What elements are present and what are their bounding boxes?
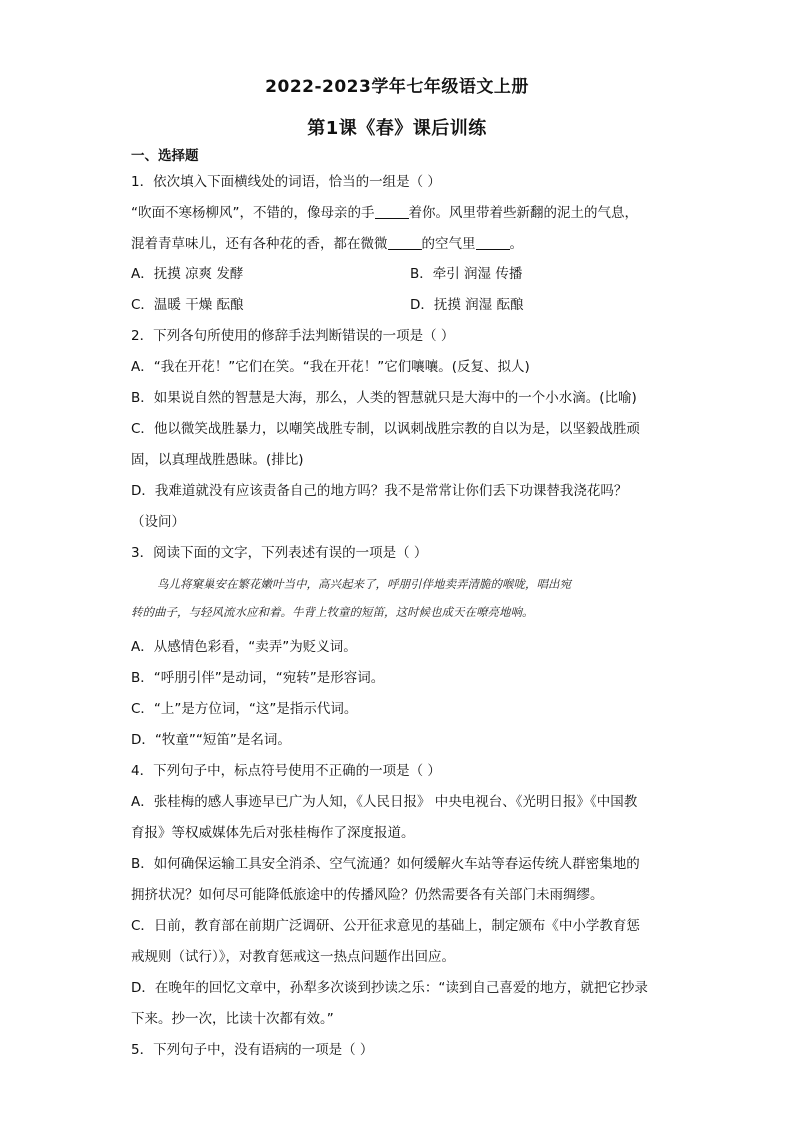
question-4-option-b: B．如何确保运输工具安全消杀、空气流通？如何缓解火车站等春运传统人群密集地的 [131, 856, 640, 872]
passage-text: 着你。风里带着些新翻的泥土的气息， [408, 205, 638, 221]
question-4-option-b-cont: 拥挤状况？如何尽可能降低旅途中的传播风险？仍然需要各有关部门未雨绸缪。 [131, 887, 604, 903]
question-4-option-a-cont: 育报》等权威媒体先后对张桂梅作了深度报道。 [131, 825, 415, 841]
question-2-stem: 2．下列各句所使用的修辞手法判断错误的一项是（ ） [131, 328, 455, 344]
question-4-option-c: C．日前，教育部在前期广泛调研、公开征求意见的基础上，制定颁布《中小学教育惩 [131, 918, 640, 934]
question-3-stem: 3．阅读下面的文字，下列表述有误的一项是（ ） [131, 545, 428, 561]
question-5-stem: 5．下列句子中，没有语病的一项是（ ） [131, 1042, 374, 1058]
question-2-option-d-cont: （设问） [131, 514, 185, 530]
answer-blank [375, 204, 409, 219]
answer-blank [388, 235, 422, 250]
question-1-option-c: C．温暖 干燥 酝酿 [131, 297, 244, 313]
passage-text: 。 [509, 236, 523, 252]
question-3-option-a: A．从感情色彩看，“卖弄”为贬义词。 [131, 639, 357, 655]
question-1-stem: 1．依次填入下面横线处的词语，恰当的一组是（ ） [131, 174, 441, 190]
question-1-option-d: D．抚摸 润湿 酝酿 [410, 297, 524, 313]
question-3-option-b: B．“呼朋引伴”是动词，“宛转”是形容词。 [131, 670, 385, 686]
passage-line: 转的曲子，与轻风流水应和着。牛背上牧童的短笛，这时候也成天在嘹亮地响。 [131, 605, 534, 619]
question-1-passage-line-1 [131, 203, 638, 223]
question-3-option-c: C．“上”是方位词，“这”是指示代词。 [131, 701, 358, 717]
answer-blank [476, 235, 510, 250]
question-4-stem: 4．下列句子中，标点符号使用不正确的一项是（ ） [131, 763, 441, 779]
passage-line [131, 570, 661, 598]
question-2-option-c: C．他以微笑战胜暴力，以嘲笑战胜专制，以讽刺战胜宗教的自以为是，以坚毅战胜顽 [131, 421, 640, 437]
question-4-option-c-cont: 戒规则（试行）》，对教育惩戒这一热点问题作出回应。 [131, 949, 455, 965]
question-1-option-a: A．抚摸 凉爽 发酵 [131, 266, 244, 282]
question-1-passage-line-2 [131, 234, 523, 254]
passage-text: “吹面不寒杨柳风”，不错的，像母亲的手 [131, 205, 375, 221]
section-heading: 一、选择题 [131, 148, 199, 164]
question-2-option-b: B．如果说自然的智慧是大海，那么，人类的智慧就只是大海中的一个小水滴。(比喻) [131, 390, 637, 406]
question-4-option-d: D．在晚年的回忆文章中，孙犁多次谈到抄读之乐：“读到自己喜爱的地方，就把它抄录 [131, 980, 648, 996]
passage-text: 的空气里 [421, 236, 476, 252]
question-4-option-a: A．张桂梅的感人事迹早已广为人知，《人民日报》 中央电视台、《光明日报》《中国教 [131, 794, 638, 810]
question-2-option-c-cont: 固，以真理战胜愚昧。(排比) [131, 452, 304, 468]
question-1-option-b: B．牵引 润湿 传播 [410, 266, 523, 282]
document-title: 2022-2023学年七年级语文上册 [265, 77, 529, 97]
question-3-passage [131, 570, 661, 626]
passage-text: 鸟儿将窠巢安在繁花嫩叶当中，高兴起来了，呼朋引伴地卖弄清脆的喉咙，唱出宛 [157, 577, 571, 591]
question-3-option-d: D．“牧童”“短笛”是名词。 [131, 732, 291, 748]
question-2-option-d: D．我难道就没有应该责备自己的地方吗？我不是常常让你们丢下功课替我浇花吗？ [131, 483, 628, 499]
passage-text: 混着青草味儿，还有各种花的香，都在微微 [131, 236, 388, 252]
lesson-title: 第1课《春》课后训练 [307, 118, 487, 139]
question-4-option-d-cont: 下来。抄一次，比读十次都有效。” [131, 1011, 334, 1027]
question-2-option-a: A．“我在开花！”它们在笑。“我在开花！”它们嚷嚷。(反复、拟人) [131, 359, 530, 375]
